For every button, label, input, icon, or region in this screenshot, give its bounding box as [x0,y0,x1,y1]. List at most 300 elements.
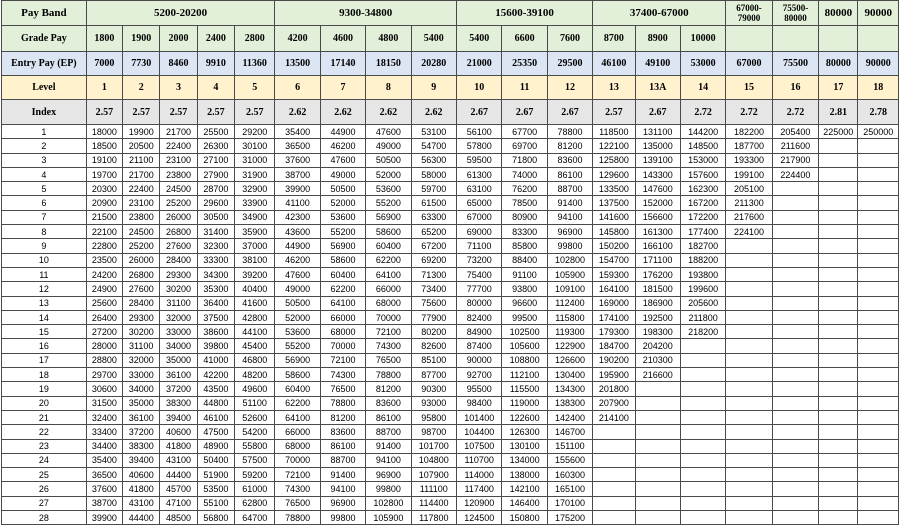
pay-cell: 37500 [197,310,234,324]
entry-pay-cell: 9910 [197,52,234,76]
pay-cell: 68000 [275,439,320,453]
pay-cell: 36100 [123,410,160,424]
pay-cell [635,396,680,410]
pay-cell: 22800 [86,239,122,253]
pay-cell: 104800 [411,453,456,467]
grade-pay-cell: 10000 [680,26,725,52]
pay-cell [819,410,858,424]
pay-cell [680,453,725,467]
pay-cell: 61300 [457,167,502,181]
pay-cell: 210300 [635,353,680,367]
pay-cell: 78800 [275,511,320,525]
pay-cell: 187700 [726,139,772,153]
pay-cell: 31000 [235,153,275,167]
level-cell: 4 [197,76,234,100]
pay-cell: 25500 [197,125,234,139]
pay-cell: 107500 [457,439,502,453]
pay-cell [858,339,899,353]
pay-cell: 36500 [275,139,320,153]
index-cell: 2.62 [411,100,456,125]
pay-cell: 82400 [457,310,502,324]
pay-cell: 55200 [320,225,365,239]
grade-pay-cell: 2000 [160,26,197,52]
pay-cell [858,267,899,281]
pay-cell [772,325,818,339]
pay-cell: 118500 [593,125,635,139]
level-label: Level [2,76,87,100]
pay-cell: 49600 [235,382,275,396]
pay-cell [726,239,772,253]
pay-cell: 66000 [320,310,365,324]
pay-cell: 44400 [123,511,160,525]
pay-cell [858,139,899,153]
pay-cell: 47100 [160,496,197,510]
pay-cell [726,267,772,281]
pay-cell: 53600 [320,210,365,224]
pay-cell: 22100 [86,225,122,239]
pay-cell: 80000 [457,296,502,310]
pay-cell [858,225,899,239]
index-cell: 2.57 [123,100,160,125]
index-cell: 2.67 [457,100,502,125]
entry-pay-row [2,52,899,76]
pay-cell: 174100 [593,310,635,324]
pay-cell: 150800 [502,511,547,525]
pay-cell: 24200 [86,267,122,281]
table-row [2,196,899,210]
pay-cell: 44400 [160,468,197,482]
pay-cell: 83600 [366,396,411,410]
pay-cell [726,339,772,353]
table-header [2,1,899,125]
pay-cell [858,410,899,424]
pay-cell: 53600 [275,325,320,339]
level-cell: 7 [320,76,365,100]
pay-cell [726,496,772,510]
pay-cell: 152000 [635,196,680,210]
pay-cell: 166100 [635,239,680,253]
pay-cell [772,196,818,210]
pay-cell: 91400 [366,439,411,453]
pay-cell: 199600 [680,282,725,296]
pay-cell: 44800 [197,396,234,410]
pay-cell: 193300 [726,153,772,167]
pay-cell: 131100 [635,125,680,139]
pay-cell: 58000 [411,167,456,181]
pay-cell: 184700 [593,339,635,353]
pay-cell [726,396,772,410]
pay-cell [680,468,725,482]
row-number-cell: 23 [2,439,87,453]
table-row [2,267,899,281]
pay-cell: 94100 [547,210,592,224]
pay-cell: 92700 [457,368,502,382]
pay-cell: 64100 [275,410,320,424]
table-row [2,253,899,267]
pay-cell [858,511,899,525]
pay-cell: 44900 [320,125,365,139]
pay-cell: 26800 [123,267,160,281]
pay-cell [772,382,818,396]
table-row [2,396,899,410]
pay-cell: 78500 [502,196,547,210]
pay-cell [772,210,818,224]
pay-cell: 67200 [411,239,456,253]
pay-cell: 80200 [411,325,456,339]
pay-cell [858,182,899,196]
table-row [2,225,899,239]
pay-cell: 59200 [235,468,275,482]
pay-cell [593,482,635,496]
pay-cell: 98700 [411,425,456,439]
pay-cell: 91400 [547,196,592,210]
pay-cell: 29200 [235,125,275,139]
pay-cell: 74300 [366,339,411,353]
pay-cell [680,425,725,439]
row-number-cell: 13 [2,296,87,310]
level-cell: 5 [235,76,275,100]
pay-cell: 46200 [320,139,365,153]
pay-cell: 167200 [680,196,725,210]
pay-cell: 126300 [502,425,547,439]
grade-pay-cell: 2400 [197,26,234,52]
table-row [2,339,899,353]
pay-cell: 49000 [366,139,411,153]
pay-cell: 87700 [411,368,456,382]
pay-cell [772,453,818,467]
pay-cell: 171100 [635,253,680,267]
pay-cell: 96900 [320,496,365,510]
pay-cell: 28800 [86,353,122,367]
pay-cell: 135000 [635,139,680,153]
pay-cell: 35000 [123,396,160,410]
pay-band-header: 75500-80000 [772,1,818,26]
pay-band-row [2,1,899,26]
pay-cell: 43500 [197,382,234,396]
grade-pay-cell: 8700 [593,26,635,52]
pay-cell: 93800 [502,282,547,296]
pay-cell [858,468,899,482]
pay-cell [858,167,899,181]
grade-pay-cell: 5400 [411,26,456,52]
entry-pay-cell: 80000 [819,52,858,76]
pay-cell: 69700 [502,139,547,153]
pay-cell [726,453,772,467]
pay-cell: 86100 [366,410,411,424]
pay-cell: 95800 [411,410,456,424]
index-cell: 2.62 [275,100,320,125]
pay-cell: 47600 [320,153,365,167]
pay-cell: 54200 [235,425,275,439]
pay-cell: 141600 [593,210,635,224]
pay-cell: 25200 [160,196,197,210]
pay-cell: 31100 [123,339,160,353]
pay-cell: 53100 [411,125,456,139]
pay-cell: 71100 [457,239,502,253]
pay-band-header: 67000-79000 [726,1,772,26]
pay-cell [726,410,772,424]
pay-cell: 201800 [593,382,635,396]
pay-cell [772,496,818,510]
pay-cell: 47600 [366,125,411,139]
pay-cell: 105900 [366,511,411,525]
pay-cell: 224100 [726,225,772,239]
level-cell: 6 [275,76,320,100]
entry-pay-cell: 17140 [320,52,365,76]
pay-cell: 36400 [197,296,234,310]
pay-cell: 42800 [235,310,275,324]
row-number-cell: 8 [2,225,87,239]
pay-cell [726,482,772,496]
pay-cell: 51900 [197,468,234,482]
pay-cell: 105600 [502,339,547,353]
pay-cell: 124500 [457,511,502,525]
pay-cell: 64100 [320,296,365,310]
grade-pay-cell [819,26,858,52]
pay-cell: 138300 [547,396,592,410]
pay-cell: 30600 [86,382,122,396]
pay-cell: 41800 [123,482,160,496]
pay-cell [819,282,858,296]
pay-cell [858,325,899,339]
pay-cell: 75600 [411,296,456,310]
pay-cell: 30100 [235,139,275,153]
pay-cell: 21700 [160,125,197,139]
pay-cell [680,496,725,510]
pay-cell: 195900 [593,368,635,382]
table-row [2,382,899,396]
pay-cell: 28000 [86,339,122,353]
pay-cell: 41600 [235,296,275,310]
index-cell: 2.78 [858,100,899,125]
pay-cell: 217900 [772,153,818,167]
pay-cell: 31400 [197,225,234,239]
pay-cell: 33000 [123,368,160,382]
pay-cell: 182700 [680,239,725,253]
pay-cell [819,253,858,267]
pay-cell [858,353,899,367]
pay-cell: 98400 [457,396,502,410]
pay-cell [819,325,858,339]
pay-cell: 114400 [411,496,456,510]
pay-cell: 101700 [411,439,456,453]
pay-cell: 66000 [275,425,320,439]
pay-cell: 110700 [457,453,502,467]
pay-cell [819,482,858,496]
pay-cell [819,296,858,310]
pay-cell: 122900 [547,339,592,353]
pay-cell: 30200 [160,282,197,296]
pay-cell: 76500 [275,496,320,510]
pay-cell: 35400 [86,453,122,467]
pay-cell: 33900 [235,196,275,210]
pay-cell: 39400 [160,410,197,424]
pay-cell: 52000 [320,196,365,210]
pay-cell [858,282,899,296]
row-number-cell: 6 [2,196,87,210]
pay-cell: 39900 [86,511,122,525]
pay-cell: 33000 [160,325,197,339]
row-number-cell: 12 [2,282,87,296]
pay-cell: 88700 [320,453,365,467]
pay-cell: 82600 [411,339,456,353]
pay-cell: 23100 [160,153,197,167]
pay-cell: 83300 [502,225,547,239]
pay-cell: 155600 [547,453,592,467]
row-number-cell: 24 [2,453,87,467]
entry-pay-cell: 11360 [235,52,275,76]
pay-cell [680,511,725,525]
pay-cell [819,267,858,281]
pay-cell: 225000 [819,125,858,139]
pay-cell [680,368,725,382]
pay-cell: 39400 [123,453,160,467]
pay-cell: 134300 [547,382,592,396]
index-cell: 2.57 [86,100,122,125]
pay-cell: 96900 [366,468,411,482]
pay-cell [772,182,818,196]
pay-cell: 68000 [366,296,411,310]
pay-cell: 72100 [275,468,320,482]
level-cell: 12 [547,76,592,100]
pay-cell: 65000 [457,196,502,210]
pay-cell [858,425,899,439]
pay-cell: 62200 [366,253,411,267]
pay-cell: 40600 [123,468,160,482]
pay-cell: 35000 [160,353,197,367]
pay-cell [772,511,818,525]
pay-cell: 73400 [411,282,456,296]
pay-cell [726,325,772,339]
index-row [2,100,899,125]
pay-cell: 67000 [457,210,502,224]
pay-cell: 59700 [411,182,456,196]
pay-cell: 143300 [635,167,680,181]
pay-cell: 46200 [275,253,320,267]
pay-cell [635,496,680,510]
pay-cell: 125800 [593,153,635,167]
pay-cell: 96900 [547,225,592,239]
pay-cell: 38700 [275,167,320,181]
pay-cell: 32300 [197,239,234,253]
pay-cell: 153000 [680,153,725,167]
pay-cell: 138000 [502,468,547,482]
pay-cell: 58600 [366,225,411,239]
pay-cell: 146700 [547,425,592,439]
pay-cell: 52000 [275,310,320,324]
pay-cell: 35300 [197,282,234,296]
pay-cell: 150200 [593,239,635,253]
entry-pay-label: Entry Pay (EP) [2,52,87,76]
pay-cell [772,353,818,367]
pay-cell: 25600 [86,296,122,310]
pay-cell [680,382,725,396]
pay-cell: 38700 [86,496,122,510]
pay-cell: 73200 [457,253,502,267]
level-cell: 9 [411,76,456,100]
pay-cell: 133500 [593,182,635,196]
pay-cell: 76500 [366,353,411,367]
pay-cell [726,368,772,382]
pay-cell: 63100 [457,182,502,196]
pay-cell: 39200 [235,267,275,281]
pay-cell: 43600 [275,225,320,239]
pay-cell: 102500 [502,325,547,339]
pay-cell [858,368,899,382]
level-cell: 3 [160,76,197,100]
entry-pay-cell: 7730 [123,52,160,76]
pay-cell [858,382,899,396]
index-label: Index [2,100,87,125]
table-row [2,125,899,139]
pay-cell: 129600 [593,167,635,181]
pay-cell: 56800 [197,511,234,525]
pay-band-header: 80000 [819,1,858,26]
table-row [2,139,899,153]
entry-pay-cell: 29500 [547,52,592,76]
pay-cell [726,425,772,439]
pay-cell: 27100 [197,153,234,167]
pay-cell: 99800 [366,482,411,496]
pay-cell: 18000 [86,125,122,139]
pay-cell: 84900 [457,325,502,339]
pay-cell: 122600 [502,410,547,424]
pay-cell: 46800 [235,353,275,367]
entry-pay-cell: 20280 [411,52,456,76]
pay-cell [772,239,818,253]
pay-cell: 130400 [547,368,592,382]
row-number-cell: 18 [2,368,87,382]
pay-cell: 19900 [123,125,160,139]
pay-cell: 142400 [547,410,592,424]
table-row [2,239,899,253]
pay-cell: 186900 [635,296,680,310]
pay-cell: 81200 [320,410,365,424]
level-row [2,76,899,100]
pay-cell [635,439,680,453]
pay-cell: 22400 [123,182,160,196]
grade-pay-cell: 4200 [275,26,320,52]
pay-cell: 126600 [547,353,592,367]
pay-cell: 24500 [123,225,160,239]
pay-cell: 69200 [411,253,456,267]
pay-cell: 211800 [680,310,725,324]
pay-cell: 39900 [275,182,320,196]
pay-cell: 32400 [86,410,122,424]
pay-cell: 26800 [160,225,197,239]
pay-cell: 86100 [547,167,592,181]
pay-cell: 70000 [320,339,365,353]
pay-cell: 117800 [411,511,456,525]
table-row [2,368,899,382]
pay-cell: 77700 [457,282,502,296]
level-cell: 1 [86,76,122,100]
pay-cell: 27900 [197,167,234,181]
pay-cell: 34400 [86,439,122,453]
row-number-cell: 19 [2,382,87,396]
pay-cell [726,468,772,482]
pay-cell: 32000 [160,310,197,324]
pay-cell: 72100 [366,325,411,339]
pay-cell: 101400 [457,410,502,424]
level-cell: 15 [726,76,772,100]
row-number-cell: 1 [2,125,87,139]
pay-cell: 46100 [197,410,234,424]
pay-cell: 51100 [235,396,275,410]
pay-cell: 19700 [86,167,122,181]
pay-cell: 53600 [366,182,411,196]
level-cell: 18 [858,76,899,100]
